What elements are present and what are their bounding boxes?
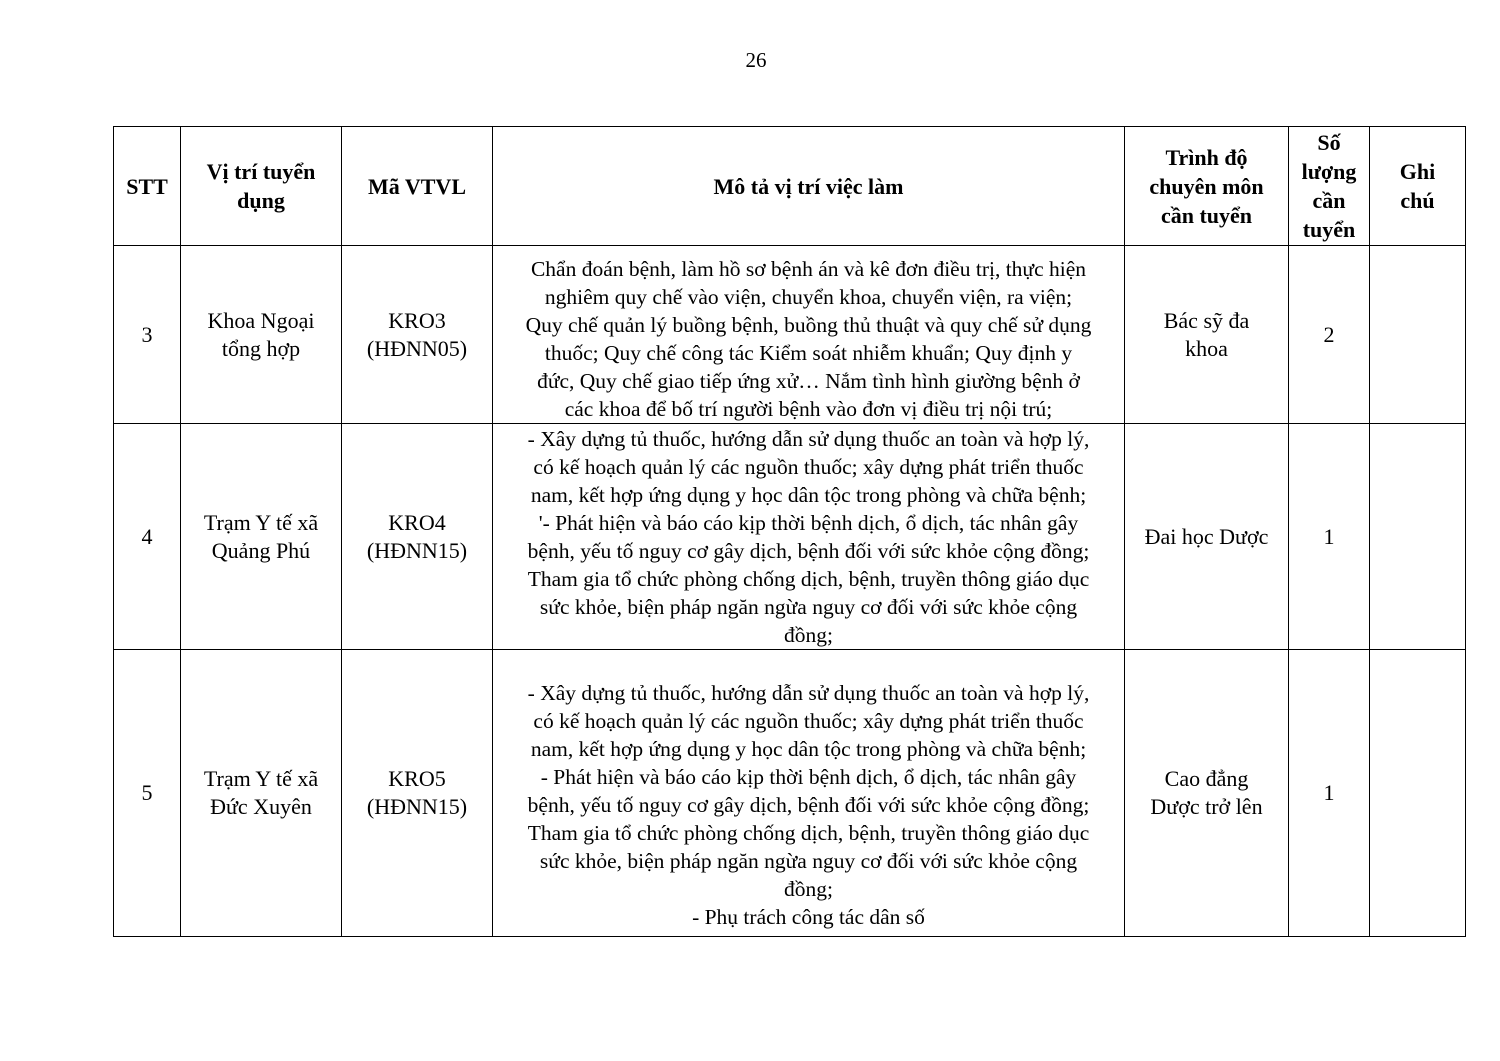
- header-code: Mã VTVL: [342, 127, 493, 246]
- cell-stt: 3: [114, 246, 181, 424]
- header-position: Vị trí tuyển dụng: [181, 127, 342, 246]
- header-stt: STT: [114, 127, 181, 246]
- table-header-row: [114, 127, 1466, 246]
- cell-description: - Xây dựng tủ thuốc, hướng dẫn sử dụng thuốc an toàn và hợp lý, có kế hoạch quản lý các nguồn thuốc; xây dựng phát triển thuốc nam, kết hợp ứng dụng y học dân tộc trong phòng và chữa bệnh; - Phát hiện và báo cáo kịp thời bệnh dịch, ổ dịch, tác nhân gây bệnh, yếu tố nguy cơ gây dịch, bệnh đối với sức khỏe cộng đồng; Tham gia tổ chức phòng chống dịch, bệnh, truyền thông giáo dục sức khỏe, biện pháp ngăn ngừa nguy cơ đối với sức khỏe cộng đồng; - Phụ trách công tác dân số: [493, 650, 1125, 937]
- table-row: [114, 246, 1466, 424]
- cell-description: - Xây dựng tủ thuốc, hướng dẫn sử dụng thuốc an toàn và hợp lý, có kế hoạch quản lý các nguồn thuốc; xây dựng phát triển thuốc nam, kết hợp ứng dụng y học dân tộc trong phòng và chữa bệnh; '- Phát hiện và báo cáo kịp thời bệnh dịch, ổ dịch, tác nhân gây bệnh, yếu tố nguy cơ gây dịch, bệnh đối với sức khỏe cộng đồng; Tham gia tổ chức phòng chống dịch, bệnh, truyền thông giáo dục sức khỏe, biện pháp ngăn ngừa nguy cơ đối với sức khỏe cộng đồng;: [493, 424, 1125, 650]
- table-row: [114, 424, 1466, 650]
- header-quantity: Số lượng cần tuyển: [1289, 127, 1370, 246]
- cell-position: Khoa Ngoại tổng hợp: [181, 246, 342, 424]
- cell-stt: 5: [114, 650, 181, 937]
- table-row: [114, 650, 1466, 937]
- page-number: 26: [745, 48, 767, 72]
- cell-note: [1370, 650, 1466, 937]
- header-description: Mô tả vị trí việc làm: [493, 127, 1125, 246]
- header-qualification: Trình độ chuyên môn cần tuyển: [1125, 127, 1289, 246]
- cell-code: KRO3 (HĐNN05): [342, 246, 493, 424]
- cell-stt: 4: [114, 424, 181, 650]
- cell-qualification: Cao đẳng Dược trở lên: [1125, 650, 1289, 937]
- cell-description: Chẩn đoán bệnh, làm hồ sơ bệnh án và kê đơn điều trị, thực hiện nghiêm quy chế vào viện, chuyển khoa, chuyển viện, ra viện; Quy chế quản lý buồng bệnh, buồng thủ thuật và quy chế sử dụng thuốc; Quy chế công tác Kiểm soát nhiễm khuẩn; Quy định y đức, Quy chế giao tiếp ứng xử… Nắm tình hình giường bệnh ở các khoa để bố trí người bệnh vào đơn vị điều trị nội trú;: [493, 246, 1125, 424]
- cell-qualification: Bác sỹ đa khoa: [1125, 246, 1289, 424]
- cell-quantity: 2: [1289, 246, 1370, 424]
- cell-note: [1370, 424, 1466, 650]
- cell-quantity: 1: [1289, 424, 1370, 650]
- cell-code: KRO4 (HĐNN15): [342, 424, 493, 650]
- cell-code: KRO5 (HĐNN15): [342, 650, 493, 937]
- cell-quantity: 1: [1289, 650, 1370, 937]
- header-note: Ghi chú: [1370, 127, 1466, 246]
- cell-qualification: Đai học Dược: [1125, 424, 1289, 650]
- recruitment-table: [113, 126, 1466, 937]
- cell-position: Trạm Y tế xã Đức Xuyên: [181, 650, 342, 937]
- cell-note: [1370, 246, 1466, 424]
- cell-position: Trạm Y tế xã Quảng Phú: [181, 424, 342, 650]
